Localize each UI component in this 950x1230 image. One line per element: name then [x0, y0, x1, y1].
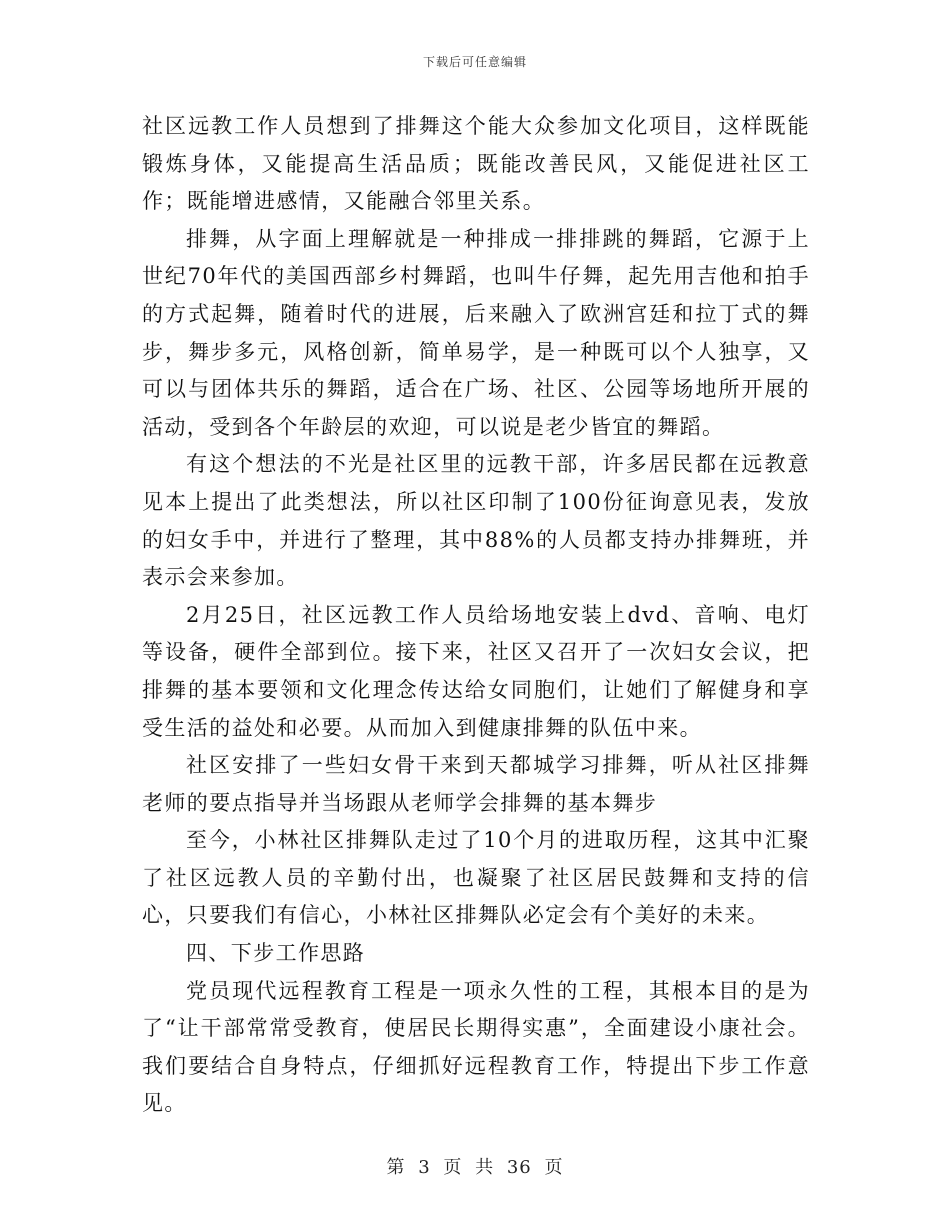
- paragraph-4: 2月25日，社区远教工作人员给场地安装上dvd、音响、电灯等设备，硬件全部到位。接下来，社区又召开了一次妇女会议，把排舞的基本要领和文化理念传达给女同胞们，让她们了解健身和享受生活的益处和必要。从而加入到健康排舞的队伍中来。: [142, 602, 810, 740]
- paragraph-6: 至今，小林社区排舞队走过了10个月的进取历程，这其中汇聚了社区远教人员的辛勤付出，也凝聚了社区居民鼓舞和支持的信心，只要我们有信心，小林社区排舞队必定会有个美好的未来。: [142, 828, 810, 928]
- paragraph-3: 有这个想法的不光是社区里的远教干部，许多居民都在远教意见本上提出了此类想法，所以社区印制了100份征询意见表，发放的妇女手中，并进行了整理，其中88%的人员都支持办排舞班，并表示会来参加。: [142, 452, 810, 590]
- paragraph-5: 社区安排了一些妇女骨干来到天都城学习排舞，听从社区排舞老师的要点指导并当场跟从老师学会排舞的基本舞步: [142, 753, 810, 815]
- paragraph-2: 排舞，从字面上理解就是一种排成一排排跳的舞蹈，它源于上世纪70年代的美国西部乡村舞蹈，也叫牛仔舞，起先用吉他和拍手的方式起舞，随着时代的进展，后来融入了欧洲宫廷和拉丁式的舞步，舞步多元，风格创新，简单易学，是一种既可以个人独享，又可以与团体共乐的舞蹈，适合在广场、社区、公园等场地所开展的活动，受到各个年龄层的欢迎，可以说是老少皆宜的舞蹈。: [142, 226, 810, 439]
- page-header: 下载后可任意编辑: [422, 55, 527, 69]
- page-number-footer: 第 3 页 共 36 页: [386, 1157, 564, 1178]
- paragraph-7: 党员现代远程教育工程是一项永久性的工程，其根本目的是为了“让干部常常受教育，使居民长期得实惠”，全面建设小康社会。我们要结合自身特点，仔细抓好远程教育工作，特提出下步工作意见。: [142, 978, 810, 1116]
- section-heading: 四、下步工作思路: [186, 941, 366, 966]
- paragraph-1: 社区远教工作人员想到了排舞这个能大众参加文化项目，这样既能锻炼身体，又能提高生活品质；既能改善民风，又能促进社区工作；既能增进感情，又能融合邻里关系。: [142, 114, 810, 214]
- document-body: [142, 108, 810, 1123]
